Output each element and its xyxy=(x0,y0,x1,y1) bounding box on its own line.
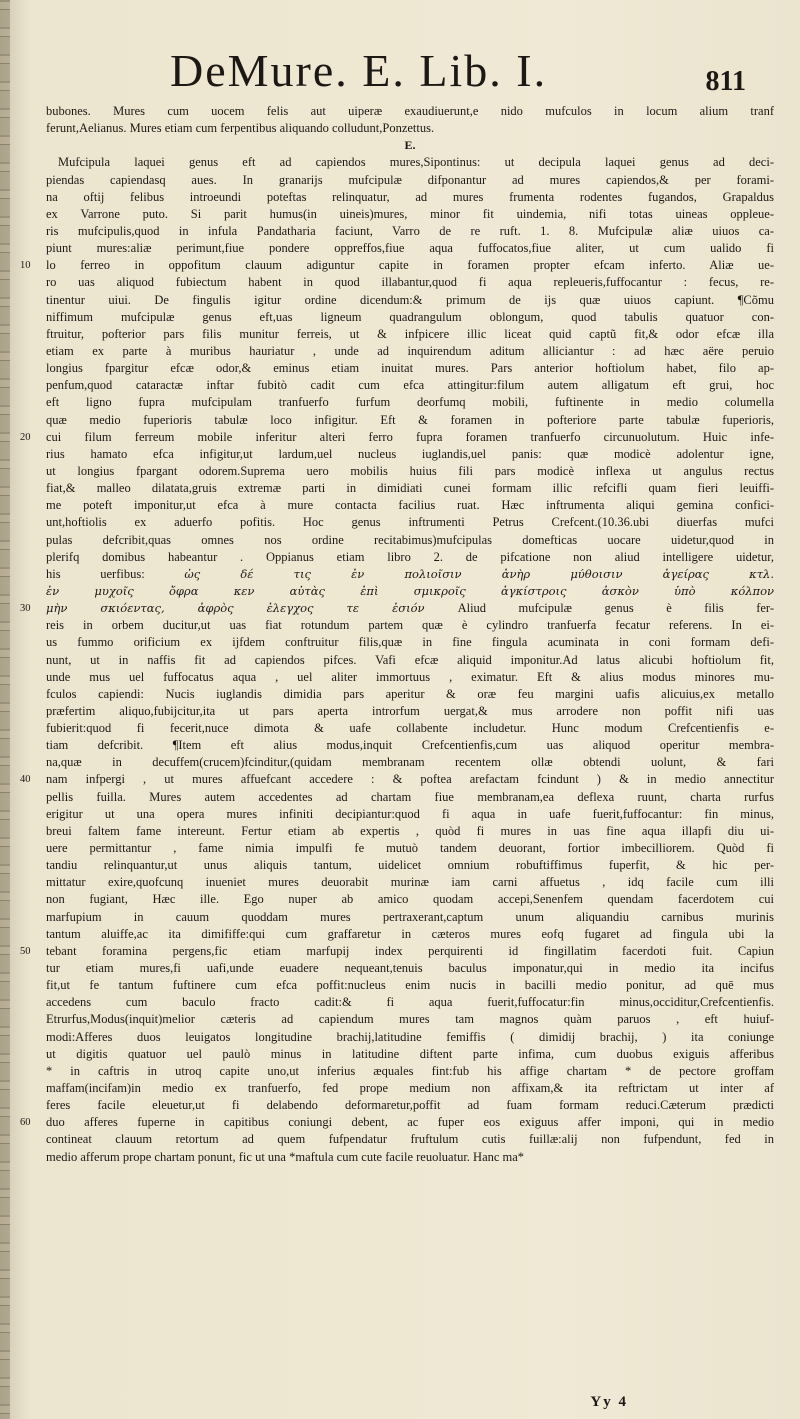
text-line xyxy=(46,532,774,549)
text-line xyxy=(46,326,774,343)
latin-text: ro uas aliquod fubiectum habent in quod illabantur,quod fi aqua repleueris,fuffocantur : fecus, re- xyxy=(46,275,774,290)
latin-text: breui faltem fame intereunt. Fertur etiam ab expertis , quòd fi mures in uas fine aqua illapfi diu ui- xyxy=(46,823,774,838)
latin-text: tinentur uiui. De fingulis igitur ordine dicendum:& primum de ijs quæ uiuos capiunt. ¶Cõmu xyxy=(46,292,774,307)
page-number: 811 xyxy=(705,66,746,97)
latin-text: his uerfibus: xyxy=(46,566,185,581)
text-line: bubones. Mures cum uocem felis aut uiperæ exaudiuerunt,e nido mufculos in locum alium tranf xyxy=(46,104,774,118)
latin-text: fit,ut fe tantum fuftinere cum efca poffit:nucleus enim nucis in bacilli medio ponitur, ad quē mus xyxy=(46,978,774,993)
text-line xyxy=(46,977,774,994)
latin-text: nam infpergi , ut mures affuefcant accedere : & poftea arefactam fcindunt ) & in medio annectitur xyxy=(46,772,774,787)
text-line xyxy=(46,480,774,497)
text-line xyxy=(46,497,774,514)
latin-text: unde mus uel fuffocatus aqua , uel aliter immortuus , eximatur. Eft & alius modus minores mu- xyxy=(46,669,774,684)
latin-text: na,quæ in decuffem(crucem)fcinditur,(quidam membranam recentem ollæ obtendi uolunt, & fari xyxy=(46,755,774,770)
text-line xyxy=(46,703,774,720)
text-line xyxy=(46,360,774,377)
latin-text: Etrurfus,Modus(inquit)melior cæteris ad capiendum mures tam magnos quàm paruos , eft huiuf- xyxy=(46,1012,774,1027)
text-line xyxy=(46,1029,774,1046)
text-line xyxy=(46,1046,774,1063)
latin-text: ris mufcipulis,quod in infula Pandatharia faciunt, Varro de re ruft. 1. 8. Mufcipulæ aliæ uiuos ca- xyxy=(46,223,774,238)
latin-text: fiat,& malleo dilatata,gruis extremæ parti in dimidiati cunei formam illic refcifli quam fieri leuiffi- xyxy=(46,481,774,496)
text-line xyxy=(46,960,774,977)
latin-text: ex Varrone puto. Si parit humus(in uineis)mures, minor fit uindemia, nifi totas uineas oppleue- xyxy=(46,206,774,221)
greek-text: μὴν σκιόεντας, ἀφρὸς ἐλεγχος τε ἐσιόν xyxy=(46,601,458,616)
text-line xyxy=(46,394,774,411)
text-body xyxy=(20,103,774,1166)
text-line xyxy=(46,514,774,531)
latin-text: duo afferes fuperne in capitibus coniungi debent, ac fuper eos exiguus affer imponi, qui in medio xyxy=(46,1115,774,1130)
text-line xyxy=(46,737,774,754)
latin-text: lo ferreo in oppofitum clauum adiguntur capite in foramen propter efcam inferto. Aliæ ue- xyxy=(46,258,774,273)
line-number: 40 xyxy=(20,774,31,786)
text-line xyxy=(46,857,774,874)
text-line xyxy=(20,600,774,617)
latin-text: * in caftris in utroq capite uno,ut inferius æquales fint:fub his affige chartam * de pectore groffam xyxy=(46,1063,774,1078)
text-line xyxy=(46,172,774,189)
latin-text: unt,hoftiolis ex aduerfo pofitis. Hoc genus inftrumenti Petrus Crefcent.(10.36.ubi diuerfas mufci xyxy=(46,515,774,530)
latin-text: etiam ex parte à muribus hauriatur , unde ad inquirendum aditum alliciantur : ad hæc aëre peruio xyxy=(46,343,774,358)
text-line xyxy=(46,891,774,908)
text-line xyxy=(46,377,774,394)
latin-text: modi:Afferes duos leuigatos longitudine brachij,latitudine femiffis ( dimidij brachij, ) ita coniunge xyxy=(46,1029,774,1044)
greek-text: ὡς δέ τις ἐν πολιοῖσιν ἀνὴρ μύθοισιν ἀγείρας κτλ. xyxy=(184,566,774,581)
latin-text: fculos capiendi: Nucis iuglandis dimidia pars aperitur & oræ feu margini uafis alicuius,ex metallo xyxy=(46,686,774,701)
latin-text: us fummo orificium ex ijfdem conftruitur filis,quæ in fine fingula acuminata in coni formam defi- xyxy=(46,635,774,650)
text-line xyxy=(46,840,774,857)
latin-text: reis in orbem ducitur,ut uas fiat rotundum partem quæ è cylindro tranfuerfa fecatur referens. In ei- xyxy=(46,618,774,633)
latin-text: tandiu relinquantur,ut unus aliquis tantum, uidelicet omnium robuftiffimus fuperfit, & hic per- xyxy=(46,858,774,873)
line-number: 30 xyxy=(20,603,31,615)
latin-text: medio afferum prope chartam ponunt, fic ut una *maftula cum cute facile reuoluatur. Hanc ma* xyxy=(46,1149,525,1164)
text-line xyxy=(20,257,774,274)
text-line xyxy=(46,566,774,583)
greek-text: ἐν μυχοῖς ὄφρα κεν αὐτὰς ἐπὶ σμικροῖς ἀγκίστροις ἀσκὸν ὑπὸ κόλπον xyxy=(46,583,774,598)
latin-text: nunt, ut in naffis fit ad capiendos pifces. Vafi efcæ aliquid imponitur.Ad latus alicubi hoftiolum fit, xyxy=(46,652,774,667)
text-line xyxy=(46,206,774,223)
text-line xyxy=(46,1097,774,1114)
text-line xyxy=(46,806,774,823)
text-line xyxy=(46,686,774,703)
latin-text: me poteft imponitur,ut efca à mure contacta facilius ruat. Hæc inftrumenta aliqui gemina confici- xyxy=(46,498,774,513)
text-line xyxy=(46,789,774,806)
main-paragraph xyxy=(20,154,774,1165)
text-line xyxy=(46,617,774,634)
text-line xyxy=(46,1011,774,1028)
latin-text: penfum,quod cataractæ inftar fubitò cadit cum efca attingitur:filum autem alligatum eft grui, hoc xyxy=(46,378,774,393)
text-line xyxy=(46,909,774,926)
text-line: ferunt,Aelianus. Mures etiam cum ferpentibus aliquando colludunt,Ponzettus. xyxy=(46,121,435,136)
text-line xyxy=(46,1063,774,1080)
text-line xyxy=(20,429,774,446)
text-line xyxy=(46,223,774,240)
latin-text: pulas defcribit,quas omnes nos ordine recitabimus)mufcipulas domefticas uocare uidetur,quod in xyxy=(46,532,774,547)
latin-text: Aliud mufcipulæ genus è filis fer- xyxy=(457,601,774,616)
latin-text: plerifq domibus habeantur . Oppianus etiam libro 2. de pifcatione non aliud intelligere uidetur, xyxy=(46,549,774,564)
latin-text: accedens cum baculo fracto cadit:& fi aqua fuerit,fuffocatur:fin minus,occiditur,Crefcentienfis. xyxy=(46,995,774,1010)
text-line xyxy=(46,583,774,600)
page-header xyxy=(170,44,760,106)
latin-text: piunt mures:aliæ perimunt,fiue pondere oppreffos,fiue aqua fuffocatos,fiue aliter, ut cum ualido fi xyxy=(46,241,774,256)
text-line xyxy=(46,189,774,206)
latin-text: contineat clauum retortum ad quem fufpendatur fruftulum cutis fuillæ:alij non fufpendunt, fed in xyxy=(46,1132,774,1147)
latin-text: fubierit:quod fi fecerit,nuce dimota & uafe collabente includetur. Hunc modum Crefcentienfis e- xyxy=(46,721,774,736)
line-number: 60 xyxy=(20,1117,31,1129)
intro-paragraph xyxy=(46,103,774,137)
latin-text: rius hamato efca infigitur,ut lardum,uel nucleus iuglandis,uel panis: quæ modicè adolentur igne, xyxy=(46,446,774,461)
latin-text: ftruitur, pofterior pars filis munitur ferreis, ut & infpicere illic liceat quid captũ fit,& odor efcæ illa xyxy=(46,326,774,341)
text-line xyxy=(20,771,774,788)
line-number: 20 xyxy=(20,431,31,443)
latin-text: niffimum mufcipulæ genus eft,uas ligneum quadrangulum oblongum, quod tabulis quatuor con- xyxy=(46,309,774,324)
text-line xyxy=(20,1114,774,1131)
text-line xyxy=(46,154,774,171)
text-line xyxy=(46,1131,774,1148)
text-line xyxy=(46,549,774,566)
line-number: 50 xyxy=(20,945,31,957)
text-line xyxy=(46,309,774,326)
latin-text: ut digitis quatuor uel paulò minus in latitudine diftent parte infima, cum duobus exiguis afferibus xyxy=(46,1046,774,1061)
text-line xyxy=(46,274,774,291)
latin-text: cui filum ferreum mobile inferitur alteri ferro fupra foramen tranfuerfo circunuolutum. Huic infe- xyxy=(46,429,774,444)
latin-text: tantum aluiffe,ac ita dimififfe:qui cum graffaretur in cæteros mures eofq fugaret ad fingula ubi la xyxy=(46,926,774,941)
latin-text: tebant foramina pergens,fic etiam marfupij index perquirenti id fingillatim facerdoti fuit. Capiun xyxy=(46,943,774,958)
latin-text: piendas capiendasq aues. In granarijs mufcipulæ difponantur ad mures capiendos,& per forami- xyxy=(46,172,774,187)
text-line xyxy=(46,292,774,309)
latin-text: longius fpargitur efcæ odor,& eminus etiam inuitat mures. Pars anterior hoftiolum habet, filo ap- xyxy=(46,361,774,376)
text-line xyxy=(46,652,774,669)
latin-text: quæ medio fuperioris tabulæ loco infigitur. Eft & foramen in pofteriore parte tabulæ fuperioris, xyxy=(46,412,774,427)
running-title: DeMure. E. Lib. I. xyxy=(170,45,548,96)
text-line xyxy=(46,343,774,360)
section-letter: E. xyxy=(404,138,416,153)
latin-text: pellis fuilla. Mures autem accedentes ad chartam fiue membranam,ea deflexa ruunt, charta rurfus xyxy=(46,789,774,804)
latin-text: erigitur ut una opera mures infiniti decipiantur:quod fi aqua in uafe fuerit,fuffocantur: fin minus, xyxy=(46,806,774,821)
signature-mark: Yy 4 xyxy=(590,1394,628,1410)
latin-text: maffam(incifam)in medio ex tranfuerfo, fed prope medium non affixam,& ita reftrictam ut inter af xyxy=(46,1081,774,1096)
text-line xyxy=(46,240,774,257)
latin-text: uere permittantur , fame nimia impulfi fe mutuò tandem deuorant, fortior imbecilliorem. Quòd fi xyxy=(46,841,774,856)
text-line xyxy=(46,1149,774,1166)
latin-text: præfertim aliquo,fubijcitur,ita ut pars aperta introrfum uergat,& mus arrodere non poffit nifi uas xyxy=(46,703,774,718)
line-number: 10 xyxy=(20,260,31,272)
text-line xyxy=(20,943,774,960)
latin-text: Mufcipula laquei genus eft ad capiendos mures,Sipontinus: ut decipula laquei genus ad deci- xyxy=(58,155,774,170)
latin-text: tur etiam mures,fi uafi,unde euadere nequeant,tenuis baculus imponatur,qui in medio ita incifus xyxy=(46,961,774,976)
latin-text: na oftij felibus introeundi poteftas relinquatur, ad mures frumenta rodentes fugandos, Grapaldus xyxy=(46,189,774,204)
latin-text: feres facile eleuetur,ut fi delabendo deformaretur,poffit ad fuam formam reduci.Cæterum prædicti xyxy=(46,1098,774,1113)
latin-text: tiam defcribit. ¶Item eft alius modus,inquit Crefcentienfis,cum uas aliquod operitur membra- xyxy=(46,738,774,753)
text-line xyxy=(46,926,774,943)
text-line xyxy=(46,463,774,480)
text-line xyxy=(46,446,774,463)
latin-text: ut longius fpargant odorem.Suprema uero mobilis huius fili pars modicè inflexa ut angulus rectus xyxy=(46,463,774,478)
text-line xyxy=(46,669,774,686)
binding-gutter xyxy=(0,0,10,1419)
latin-text: marfupium in cauum quoddam mures pertraxerant,captum unum aliquandiu carnibus murinis xyxy=(46,909,774,924)
text-line xyxy=(46,754,774,771)
text-line xyxy=(46,994,774,1011)
text-line xyxy=(46,720,774,737)
latin-text: eft ligno fupra mufcipulam tranfuerfo furfum deorfumq mobili, fuftinente in medio columella xyxy=(46,395,774,410)
text-line xyxy=(46,874,774,891)
text-line xyxy=(46,823,774,840)
text-line xyxy=(46,634,774,651)
latin-text: non fugiant, Hæc ille. Ego nuper ab amico quodam accepi,Senenfem quendam facerdotem cui xyxy=(46,892,774,907)
latin-text: mittatur exire,quofcunq inueniet mures deuorabit murinæ iam carni affuetus , idq facile cum illi xyxy=(46,875,774,890)
text-line xyxy=(46,1080,774,1097)
text-line xyxy=(46,412,774,429)
